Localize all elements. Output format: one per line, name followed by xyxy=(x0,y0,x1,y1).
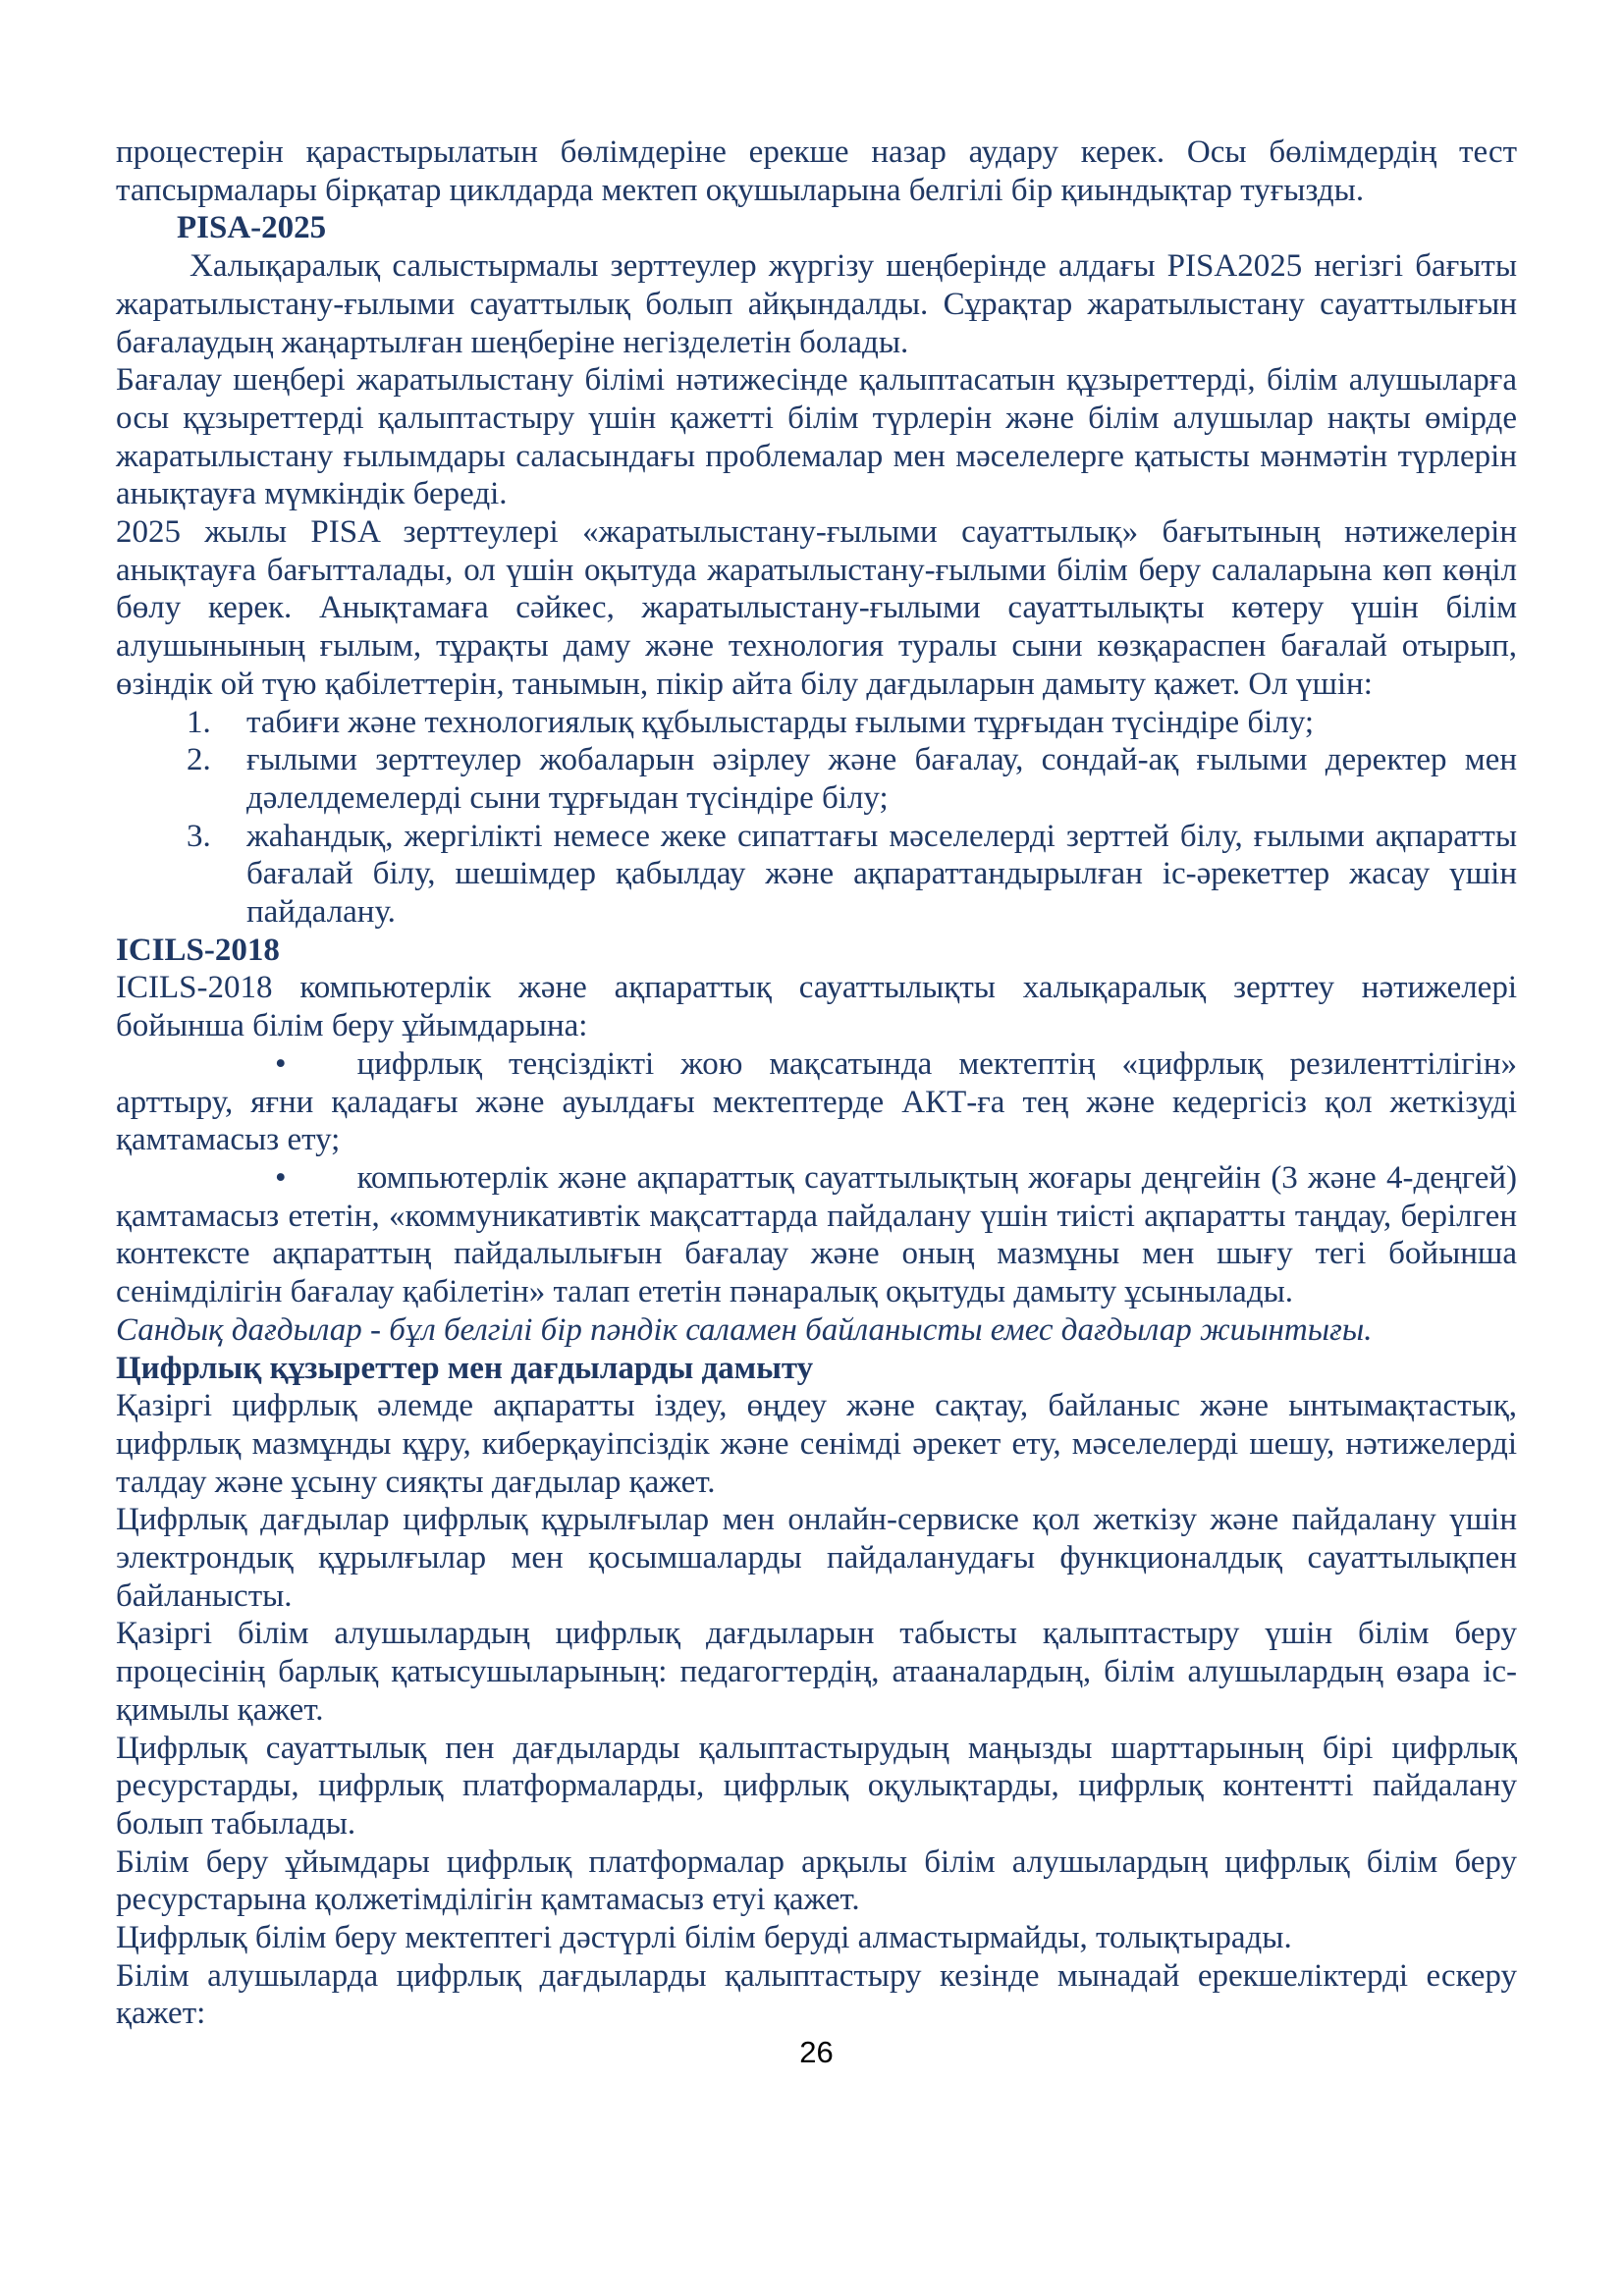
pisa-paragraph-1: Халықаралық салыстырмалы зерттеулер жүргізу шеңберінде алдағы PISA2025 негізгі бағыты жаратылыстану-ғылыми сауаттылық болып айқындалды. Сұрақтар жаратылыстану сауаттылығын бағалаудың жаңартылған шеңберіне негізделетін болады. xyxy=(116,248,1517,360)
list-number: 2. xyxy=(187,742,211,778)
numbered-list-item-3 xyxy=(116,818,1517,932)
numbered-list-item-1 xyxy=(116,704,1517,742)
icils-paragraph: ICILS-2018 компьютерлік және ақпараттық сауаттылықты халықаралық зерттеу нәтижелері бойынша білім беру ұйымдарына: xyxy=(116,970,1517,1044)
pisa-paragraph-2: Бағалау шеңбері жаратылыстану білімі нәтижесінде қалыптасатын құзыреттерді, білім алушыларға осы құзыреттерді қалыптастыру үшін қажетті білім түрлерін және білім алушылар нақты өмірде жаратылыстану ғылымдары саласындағы проблемалар мен мәселелерге қатысты мәнмәтін түрлерін анықтауға мүмкіндік береді. xyxy=(116,362,1517,512)
numbered-list-item-2 xyxy=(116,741,1517,817)
bullet-item-2 xyxy=(116,1159,1517,1311)
pisa-paragraph-3: 2025 жылы PISA зерттеулері «жаратылыстану-ғылыми сауаттылық» бағытының нәтижелерін анықтауға бағытталады, ол үшін оқытуда жаратылыстану-ғылыми білім беру салаларына көп көңіл бөлу керек. Анықтамаға сәйкес, жаратылыстану-ғылыми сауаттылықты көтеру үшін білім алушынының ғылым, тұрақты даму және технология туралы сыни көзқараспен бағалай отырып, өзіндік ой түю қабілеттерін, танымын, пікір айта білу дағдыларын дамыту қажет. Ол үшін: xyxy=(116,514,1517,702)
digital-paragraph-5: Білім беру ұйымдары цифрлық платформалар арқылы білім алушылардың цифрлық білім беру ресурстарына қолжетімділігін қамтамасыз етуі қажет. xyxy=(116,1843,1517,1918)
page-number: 26 xyxy=(799,2035,834,2070)
digital-paragraph-3: Қазіргі білім алушылардың цифрлық дағдыларын табысты қалыптастыру үшін білім беру процесінің барлық қатысушыларының: педагогтердің, атааналардың, білім алушылардың өзара іс-қимылы қажет. xyxy=(116,1616,1517,1728)
digital-skills-definition: Сандық дағдылар - бұл белгілі бір пәндік саламен байланысты емес дағдылар жиынтығы. xyxy=(116,1311,1373,1348)
list-item-text: ғылыми зерттеулер жобаларын әзірлеу және бағалау, сондай-ақ ғылыми деректер мен дәлелдемелерді сыни тұрғыдан түсіндіре білу; xyxy=(246,742,1517,816)
pisa-2025-heading: PISA-2025 xyxy=(177,210,327,246)
list-item-text: жаһандық, жергілікті немесе жеке сипаттағы мәселелерді зерттей білу, ғылыми ақпаратты бағалай білу, шешімдер қабылдау және ақпараттандырылған іс-әрекеттер жасау үшін пайдалану. xyxy=(246,818,1517,931)
digital-paragraph-2: Цифрлық дағдылар цифрлық құрылғылар мен онлайн-сервиске қол жеткізу және пайдалану үшін электрондық құрылғылар мен қосымшаларды пайдаланудағы функционалдық сауаттылықпен байланысты. xyxy=(116,1502,1517,1614)
bullet-item-text: цифрлық теңсіздікті жою мақсатында мектептің «цифрлық резиленттілігін» арттыру, яғни қаладағы және ауылдағы мектептерде АКТ-ға тең және кедергісіз қол жеткізуді қамтамасыз ету; xyxy=(116,1045,1517,1158)
digital-paragraph-4: Цифрлық сауаттылық пен дағдыларды қалыптастырудың маңызды шарттарының бірі цифрлық ресурстарды, цифрлық платформаларды, цифрлық оқулықтарды, цифрлық контентті пайдалану болып табылады. xyxy=(116,1730,1517,1842)
bullet-icon: • xyxy=(275,1159,287,1196)
document-body xyxy=(116,133,1517,2072)
digital-paragraph-7: Білім алушыларда цифрлық дағдыларды қалыптастыру кезінде мынадай ерекшеліктерді ескеру қажет: xyxy=(116,1957,1517,2032)
digital-paragraph-6: Цифрлық білім беру мектептегі дәстүрлі білім беруді алмастырмайды, толықтырады. xyxy=(116,1920,1292,1956)
bullet-item-text: компьютерлік және ақпараттық сауаттылықтың жоғары деңгейін (3 және 4-деңгей) қамтамасыз ететін, «коммуникативтік мақсаттарда пайдалану үшін тиісті ақпаратты таңдау, берілген контексте ақпараттың пайдалылығын бағалау және оның мазмұны мен шығу тегі бойынша сенімділігін бағалау қабілетін» талап ететін пәнаралық оқытуды дамыту ұсынылады. xyxy=(116,1159,1517,1310)
list-item-text: табиғи және технологиялық құбылыстарды ғылыми тұрғыдан түсіндіре білу; xyxy=(246,704,1315,740)
intro-paragraph: процестерін қарастырылатын бөлімдеріне ерекше назар аудару керек. Осы бөлімдердің тест тапсырмалары бірқатар циклдарда мектеп оқушыларына белгілі бір қиындықтар туғызды. xyxy=(116,134,1517,208)
bullet-icon: • xyxy=(275,1045,287,1082)
digital-competencies-heading: Цифрлық құзыреттер мен дағдыларды дамыту xyxy=(116,1350,814,1386)
list-number: 1. xyxy=(187,704,211,740)
digital-paragraph-1: Қазіргі цифрлық әлемде ақпаратты іздеу, өңдеу және сақтау, байланыс және ынтымақтастық, цифрлық мазмұнды құру, киберқауіпсіздік және сенімді әрекет ету, мәселелерді шешу, нәтижелерді талдау және ұсыну сияқты дағдылар қажет. xyxy=(116,1388,1517,1500)
icils-2018-heading: ICILS-2018 xyxy=(116,932,280,968)
list-number: 3. xyxy=(187,818,211,854)
bullet-item-1 xyxy=(116,1045,1517,1159)
